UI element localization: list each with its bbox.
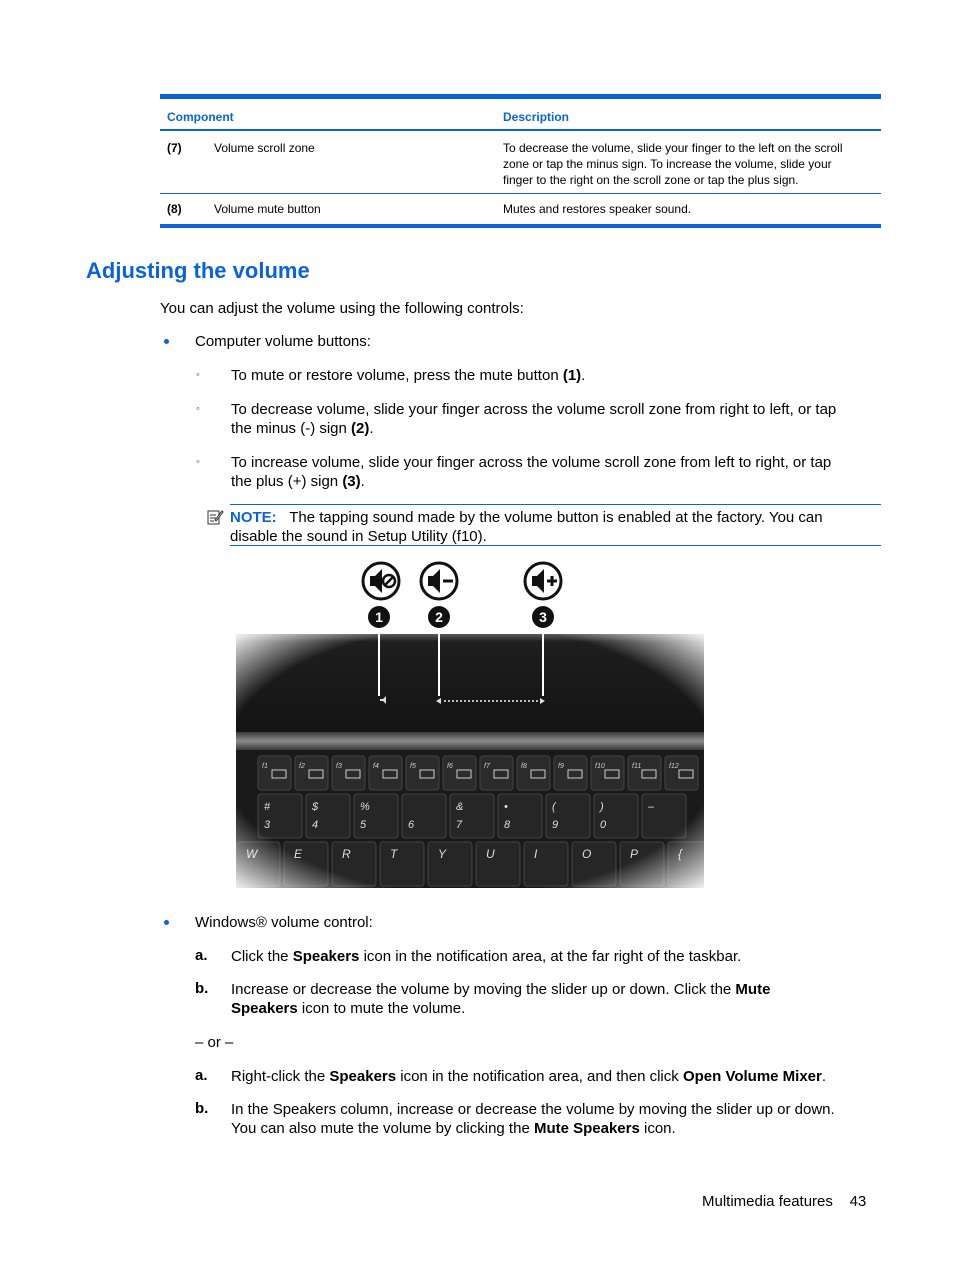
table-bottom-rule: [160, 224, 881, 228]
item-end: .: [360, 473, 365, 490]
text: icon.: [639, 1120, 676, 1137]
table-row: [160, 131, 881, 194]
step-text: [231, 1100, 835, 1138]
list-item: [231, 453, 831, 491]
header-component: Component: [167, 110, 234, 124]
item-end: .: [369, 420, 374, 437]
row-component: Volume scroll zone: [214, 141, 315, 155]
text: You can also mute the volume by clicking the: [231, 1120, 534, 1137]
text: Click the: [231, 948, 293, 965]
table-header: [160, 99, 881, 131]
item-end: .: [581, 367, 586, 384]
volume-up-icon: [525, 563, 561, 599]
note-line: The tapping sound made by the volume button is enabled at the factory. You can: [289, 509, 823, 526]
circle-bullet-icon: ◦: [196, 369, 200, 381]
note-text: [230, 508, 880, 546]
item-text: the minus (-) sign: [231, 420, 347, 437]
item-text: To decrease volume, slide your finger across the volume scroll zone from right to left, or tap: [231, 401, 837, 418]
item-text: To mute or restore volume, press the mute button: [231, 367, 559, 384]
bullet-icon: [164, 339, 169, 344]
component-table: [160, 94, 881, 228]
keyboard-volume-figure: [236, 556, 704, 888]
svg-text:3: 3: [539, 609, 547, 625]
text: icon in the notification area, and then click: [396, 1068, 683, 1085]
text: In the Speakers column, increase or decrease the volume by moving the slider up or down.: [231, 1101, 835, 1118]
item-text: the plus (+) sign: [231, 473, 339, 490]
callout-ref: (2): [351, 420, 370, 437]
step-text: [231, 980, 770, 1018]
computer-buttons-label: Computer volume buttons:: [195, 333, 371, 350]
circle-bullet-icon: ◦: [196, 403, 200, 415]
bold-term: Mute: [735, 981, 771, 998]
list-item: [231, 400, 836, 438]
mute-speaker-icon: [363, 563, 399, 599]
figure-vignette: [236, 634, 704, 888]
note-label: NOTE:: [230, 509, 277, 526]
step-letter: b.: [195, 1100, 209, 1117]
row-number: (8): [167, 202, 182, 216]
callout-3: [532, 606, 554, 628]
row-description: Mutes and restores speaker sound.: [503, 202, 692, 216]
or-separator: – or –: [195, 1034, 234, 1051]
bold-term: Open Volume Mixer: [682, 1068, 822, 1085]
text: .: [821, 1068, 827, 1085]
note-box: [230, 504, 881, 546]
callout-ref: (1): [562, 367, 582, 384]
step-letter: b.: [195, 980, 209, 997]
description-line: To decrease the volume, slide your finger to the left on the scroll: [503, 141, 843, 155]
step-text: [231, 1067, 826, 1086]
bold-term: Mute Speakers: [533, 1120, 640, 1137]
windows-control-label: Windows® volume control:: [195, 914, 373, 931]
bullet-icon: [164, 920, 169, 925]
callout-ref: (3): [342, 473, 361, 490]
description-line: zone or tap the minus sign. To increase the volume, slide your: [503, 157, 832, 171]
bold-term: Speakers: [292, 948, 360, 965]
step-letter: a.: [195, 1067, 208, 1084]
callout-2: [428, 606, 450, 628]
text: icon to mute the volume.: [297, 1000, 466, 1017]
note-icon: [206, 508, 224, 526]
row-component: Volume mute button: [214, 202, 321, 216]
svg-text:1: 1: [375, 609, 383, 625]
text: icon in the notification area, at the far right of the taskbar.: [359, 948, 742, 965]
bold-term: Speakers: [329, 1068, 397, 1085]
text: Right-click the: [231, 1068, 330, 1085]
text: Increase or decrease the volume by moving the slider up or down. Click the: [231, 981, 736, 998]
section-heading: Adjusting the volume: [86, 258, 310, 283]
header-description: Description: [503, 110, 570, 124]
page-footer: [702, 1193, 866, 1210]
description-line: finger to the right on the scroll zone or tap the plus sign.: [503, 173, 799, 187]
page-number: 43: [849, 1193, 867, 1210]
bold-term: Speakers: [231, 1000, 298, 1017]
svg-text:2: 2: [435, 609, 443, 625]
intro-paragraph: You can adjust the volume using the following controls:: [160, 300, 524, 317]
footer-section: Multimedia features: [702, 1193, 833, 1210]
circle-bullet-icon: ◦: [196, 456, 200, 468]
step-letter: a.: [195, 947, 208, 964]
table-row: [160, 194, 881, 224]
note-line: disable the sound in Setup Utility (f10).: [230, 528, 487, 545]
step-text: [231, 947, 741, 966]
volume-down-icon: [421, 563, 457, 599]
item-text: To increase volume, slide your finger across the volume scroll zone from left to right, or tap: [231, 454, 832, 471]
row-description: [503, 140, 875, 188]
callout-1: [368, 606, 390, 628]
row-number: (7): [167, 141, 182, 155]
list-item: [231, 366, 585, 385]
